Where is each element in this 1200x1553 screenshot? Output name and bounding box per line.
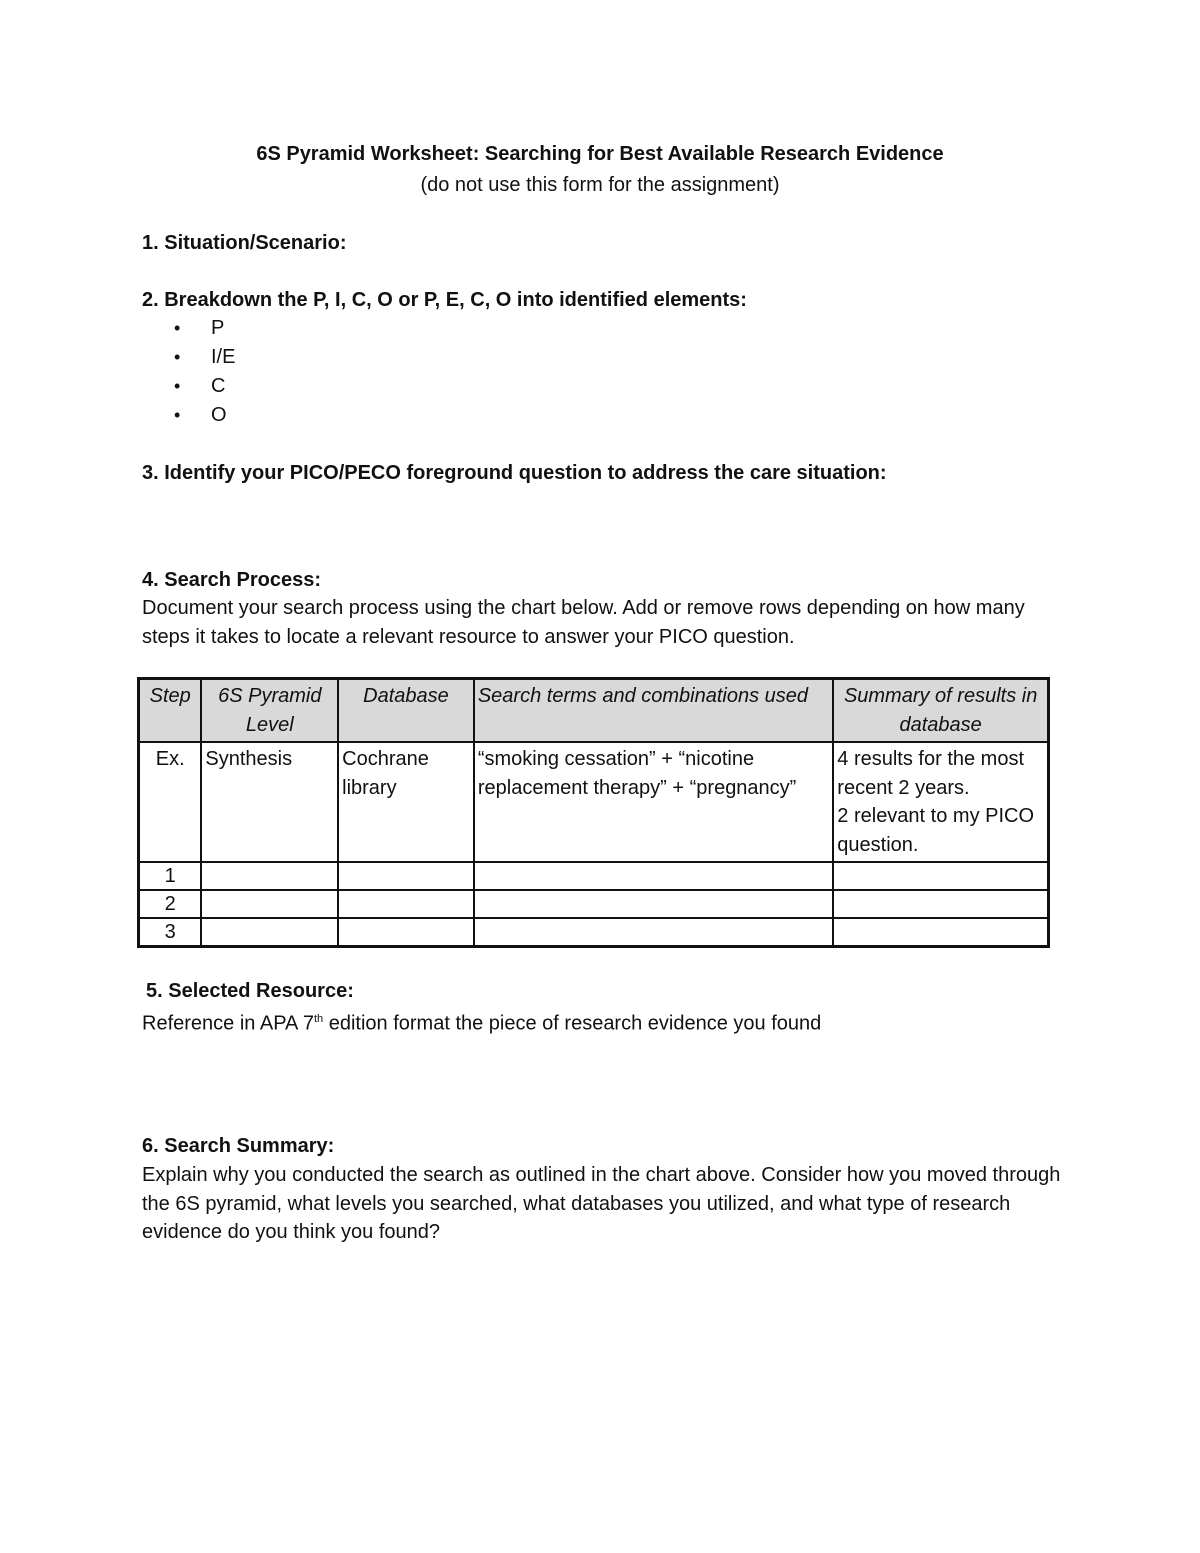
bullet-icon: • xyxy=(174,405,181,425)
column-header-level: 6S Pyramid Level xyxy=(201,679,338,743)
cell-summary-input[interactable] xyxy=(833,862,1048,890)
list-item xyxy=(174,372,235,401)
page-title: 6S Pyramid Worksheet: Searching for Best Available Research Evidence xyxy=(256,143,944,165)
list-item xyxy=(174,401,235,430)
cell-search-terms: “smoking cessation” + “nicotine replacement therapy” + “pregnancy” xyxy=(474,742,833,862)
list-item xyxy=(174,314,235,343)
cell-level-input[interactable] xyxy=(201,862,338,890)
database-line: library xyxy=(342,776,397,799)
cell-step: Ex. xyxy=(139,742,202,862)
column-header-search-terms: Search terms and combinations used xyxy=(474,679,833,743)
cell-level: Synthesis xyxy=(201,742,338,862)
cell-summary-input[interactable] xyxy=(833,918,1048,947)
cell-database xyxy=(338,742,474,862)
table-header-row xyxy=(139,679,1049,743)
cell-step: 1 xyxy=(139,862,202,890)
table-row xyxy=(139,890,1049,918)
section-6-heading: 6. Search Summary: xyxy=(142,1135,335,1157)
superscript-th: th xyxy=(313,1013,324,1025)
cell-search-terms-input[interactable] xyxy=(474,862,833,890)
section-4-text: Document your search process using the chart below. Add or remove rows depending on how many steps it takes to locate a relevant resource to answer your PICO question. xyxy=(142,597,1025,648)
page-subtitle: (do not use this form for the assignment) xyxy=(420,174,780,196)
table-row xyxy=(139,862,1049,890)
search-process-table xyxy=(137,677,1050,948)
bullet-icon: • xyxy=(174,376,181,396)
section-5-text-a: Reference in APA 7 xyxy=(142,1012,314,1035)
section-6-text: Explain why you conducted the search as outlined in the chart above. Consider how you moved through the 6S pyramid, what levels you searched, what databases you utilized, and what type of research evidence do you think you found? xyxy=(142,1164,1061,1243)
section-5-text-b: edition format the piece of research evidence you found xyxy=(323,1012,822,1035)
section-1-heading: 1. Situation/Scenario: xyxy=(142,232,347,254)
section-5-heading: 5. Selected Resource: xyxy=(146,980,354,1002)
summary-line: 2 relevant to my PICO question. xyxy=(837,805,1035,856)
list-item-label: I/E xyxy=(211,346,236,368)
table-row xyxy=(139,918,1049,947)
cell-step: 2 xyxy=(139,890,202,918)
cell-summary-input[interactable] xyxy=(833,890,1048,918)
list-item-label: O xyxy=(211,404,227,426)
section-5-text xyxy=(142,1005,1062,1038)
cell-database-input[interactable] xyxy=(338,862,474,890)
section-2-heading: 2. Breakdown the P, I, C, O or P, E, C, O into identified elements: xyxy=(142,289,747,311)
database-line: Cochrane xyxy=(342,748,429,770)
cell-search-terms-input[interactable] xyxy=(474,918,833,947)
bullet-icon: • xyxy=(174,318,181,338)
cell-level-input[interactable] xyxy=(201,918,338,947)
cell-search-terms-input[interactable] xyxy=(474,890,833,918)
list-item-label: C xyxy=(211,375,226,397)
list-item xyxy=(174,343,235,372)
cell-database-input[interactable] xyxy=(338,918,474,947)
cell-summary xyxy=(833,742,1048,862)
section-4-heading: 4. Search Process: xyxy=(142,569,321,591)
cell-step: 3 xyxy=(139,918,202,947)
list-item-label: P xyxy=(211,317,225,339)
pico-elements-list xyxy=(174,314,235,430)
cell-database-input[interactable] xyxy=(338,890,474,918)
bullet-icon: • xyxy=(174,347,181,367)
cell-level-input[interactable] xyxy=(201,890,338,918)
column-header-step: Step xyxy=(139,679,202,743)
column-header-database: Database xyxy=(338,679,474,743)
section-3-heading: 3. Identify your PICO/PECO foreground question to address the care situation: xyxy=(142,462,887,484)
table-row-example xyxy=(139,742,1049,862)
column-header-summary: Summary of results in database xyxy=(833,679,1048,743)
summary-line: 4 results for the most recent 2 years. xyxy=(837,748,1025,799)
